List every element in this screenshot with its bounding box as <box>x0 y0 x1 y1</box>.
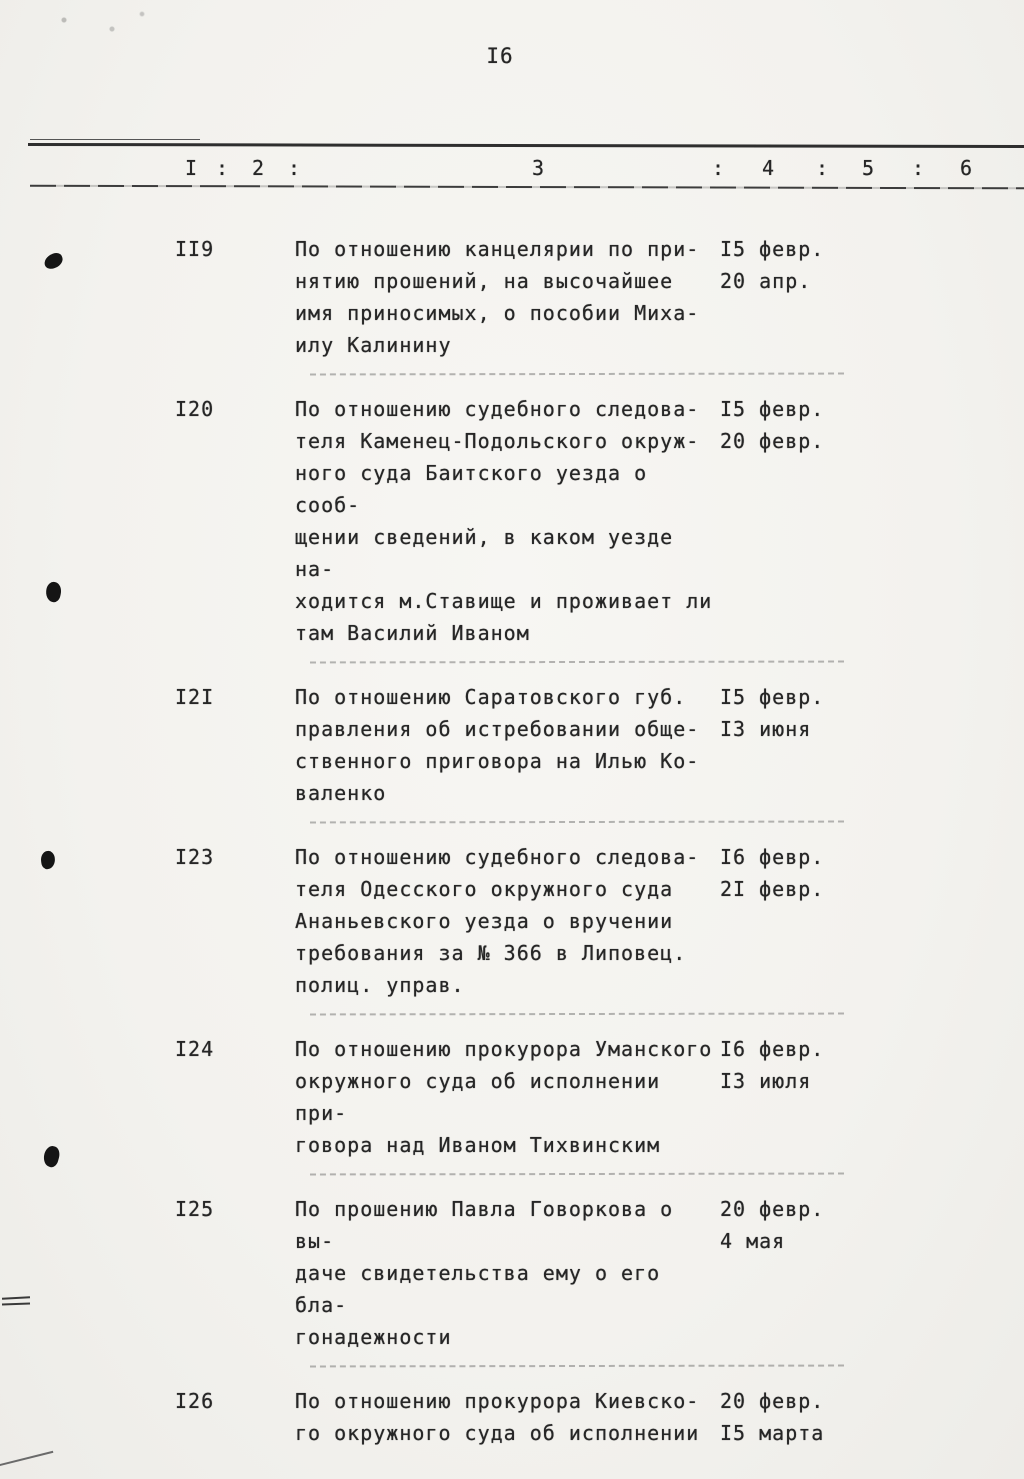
entry-text-line: ходится м.Ставище и проживает ли <box>295 589 713 613</box>
entry-dates <box>720 841 824 905</box>
column-header-3: 3 <box>532 156 546 180</box>
entry-date: 4 мая <box>720 1229 786 1253</box>
column-separator: : <box>816 156 830 180</box>
entry-text <box>295 841 720 1001</box>
column-header-2: 2 <box>252 156 266 180</box>
entry-dates <box>720 1385 824 1449</box>
entry-text-line: там Василий Иваном <box>295 621 530 645</box>
entry-number: I24 <box>175 1037 215 1061</box>
entry-number: I23 <box>175 845 215 869</box>
entry-number: I26 <box>175 1389 215 1413</box>
column-header-6: 6 <box>960 156 974 180</box>
entry-text-line: По отношению прокурора Киевско- <box>295 1389 700 1413</box>
column-header-I: I <box>185 156 199 180</box>
entry-number: I20 <box>175 397 215 421</box>
register-entry <box>175 1385 1024 1449</box>
column-header-5: 5 <box>862 156 876 180</box>
entry-separator <box>310 1365 844 1368</box>
register-entry <box>175 841 1024 1001</box>
entry-separator <box>310 661 844 664</box>
entry-dates <box>720 393 824 457</box>
column-header-row <box>0 156 1024 184</box>
entry-separator <box>310 373 844 376</box>
entry-text-line: гонадежности <box>295 1325 452 1349</box>
entry-date: 2I февр. <box>720 877 825 901</box>
register-entry <box>175 681 1024 809</box>
entry-text-line: правления об истребовании обще- <box>295 717 700 741</box>
entry-text-line: По прошению Павла Говоркова о вы- <box>295 1197 674 1253</box>
entry-separator <box>310 1173 844 1176</box>
entry-date: I3 июля <box>720 1069 812 1093</box>
entry-text-line: говора над Иваном Тихвинским <box>295 1133 661 1157</box>
top-rule-thin <box>30 139 200 140</box>
entry-text <box>295 393 720 649</box>
entry-text <box>295 681 720 809</box>
entry-text-line: По отношению судебного следова- <box>295 397 700 421</box>
entry-text-line: ного суда Баитского уезда о сооб- <box>295 461 648 517</box>
entry-text <box>295 1385 720 1449</box>
entry-text-line: теля Каменец-Подольского окруж- <box>295 429 700 453</box>
entry-text <box>295 233 720 361</box>
corner-line <box>0 1451 53 1467</box>
entry-dates <box>720 1193 824 1257</box>
entry-date: 20 февр. <box>720 1389 825 1413</box>
entry-separator <box>310 1013 844 1016</box>
entry-date: I5 марта <box>720 1421 825 1445</box>
entry-text <box>295 1193 720 1353</box>
column-separator: : <box>216 156 230 180</box>
register-entry <box>175 393 1024 649</box>
entry-text-line: требования за № 366 в Липовец. <box>295 941 687 965</box>
entry-text-line: го окружного суда об исполнении <box>295 1421 700 1445</box>
entry-number: I25 <box>175 1197 215 1221</box>
entry-date: I6 февр. <box>720 1037 825 1061</box>
entry-date: I6 февр. <box>720 845 825 869</box>
entry-text-line: По отношению канцелярии по при- <box>295 237 700 261</box>
entry-number: II9 <box>175 237 215 261</box>
page-number: I6 <box>486 44 514 68</box>
entry-text-line: По отношению Саратовского губ. <box>295 685 687 709</box>
entry-text-line: валенко <box>295 781 387 805</box>
entry-dates <box>720 681 824 745</box>
column-header-4: 4 <box>762 156 776 180</box>
entry-text-line: илу Калинину <box>295 333 452 357</box>
entry-dates <box>720 1033 824 1097</box>
entry-dates <box>720 233 824 297</box>
entry-date: I3 июня <box>720 717 812 741</box>
entry-text-line: полиц. управ. <box>295 973 465 997</box>
column-separator: : <box>288 156 302 180</box>
entry-text-line: ственного приговора на Илью Ко- <box>295 749 700 773</box>
entry-date: I5 февр. <box>720 685 825 709</box>
entry-separator <box>310 821 844 824</box>
entry-date: 20 февр. <box>720 1197 825 1221</box>
margin-equals-mark <box>2 1296 30 1306</box>
entry-text-line: щении сведений, в каком уезде на- <box>295 525 674 581</box>
entry-text-line: Ананьевского уезда о вручении <box>295 909 674 933</box>
register-entry <box>175 1033 1024 1161</box>
column-separator: : <box>912 156 926 180</box>
entry-date: I5 февр. <box>720 397 825 421</box>
entry-date: I5 февр. <box>720 237 825 261</box>
entry-text-line: По отношению прокурора Уманского <box>295 1037 713 1061</box>
entry-date: 20 апр. <box>720 269 812 293</box>
entry-text-line: окружного суда об исполнении при- <box>295 1069 661 1125</box>
entry-text-line: имя приносимых, о пособии Миха- <box>295 301 700 325</box>
column-separator: : <box>712 156 726 180</box>
entry-date: 20 февр. <box>720 429 825 453</box>
entry-text-line: даче свидетельства ему о его бла- <box>295 1261 661 1317</box>
entry-number: I2I <box>175 685 215 709</box>
entry-text-line: нятию прошений, на высочайшее <box>295 269 674 293</box>
entries <box>0 233 1024 1449</box>
register-entry <box>175 233 1024 361</box>
top-rule <box>28 143 1024 148</box>
header-underline <box>30 185 1024 190</box>
entry-text <box>295 1033 720 1161</box>
register-entry <box>175 1193 1024 1353</box>
entry-text-line: По отношению судебного следова- <box>295 845 700 869</box>
entry-text-line: теля Одесского окружного суда <box>295 877 674 901</box>
scan-smudge <box>40 8 160 38</box>
